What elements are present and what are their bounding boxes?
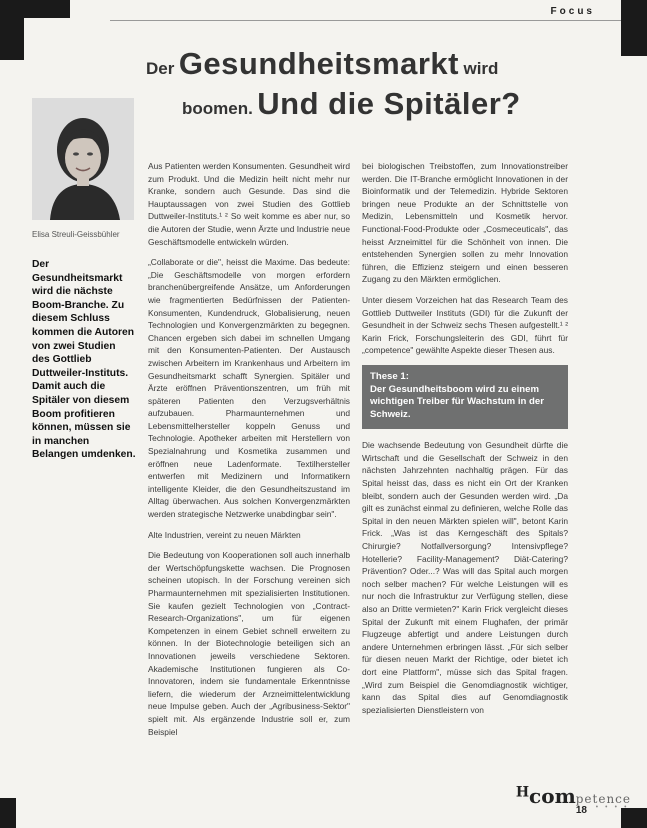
photo-caption: Elisa Streuli-Geissbühler [32,230,120,239]
thesis-text: Der Gesundheitsboom wird zu einem wichtigen Treiber für Wachstum in der Schweiz. [370,383,544,420]
page-number: 18 [575,805,587,816]
thesis-box [362,365,568,429]
logo-h: H [515,784,530,801]
headline-word: boomen. [182,99,253,118]
paragraph: Unter diesem Vorzeichen hat das Research Team des Gottlieb Duttweiler Instituts (GDI) für die Zukunft der Gesundheit in der Schweiz sechs Thesen aufgestellt.¹ ² Karin Frick, Forschungsleiterin des GDI, führt für „competence" gewählte Aspekte dieser Thesen aus. [362,294,568,356]
corner-bar-top-left [0,0,70,18]
subheading: Alte Industrien, vereint zu neuen Märkten [148,529,301,540]
headline-word: wird [463,59,499,78]
headline-line-1 [146,46,498,82]
paragraph: „Collaborate or die", heisst die Maxime. Das bedeute: „Die Geschäftsmodelle von morgen erfordern branchenübergreifende Ansätze, um Anforderungen wie fragmentierten Bedürfnissen der Patienten-Konsumenten, Kundendruck, Globalisierung, neuen Technologien und Konvergenzmärkten zu begegnen. Chancen ergeben sich dabei im schnellen Umgang mit den Konsumenten-Patienten. Der Austausch zwischen Arbeitern im Krankenhaus und Arbeitern im Gesundheitsmarkt schafft Synergien. Spitäler und Ärzte eröffnen Präventionszentren, um früh mit späteren Patienten den Verzugsverhältnis aufzubauen. Pharmaunternehmen und Lebensmittelhersteller koppeln Genuss und Technologie. Apotheker arbeiten mit Herstellern von Spezialnahrung und Kosmetika zusammen und eröffnen neue Ladenformate. Textilhersteller entwerfen mit Medizinern und Informatikern intelligente Kleider, die den Gesundheitszustand im Alltag überwachen. Aus solchen Konvergenzmärkten werden strategische Netzwerke unabdingbar sein". [148,257,350,520]
paragraph: Aus Patienten werden Konsumenten. Gesundheit wird zum Produkt. Und die Medizin heilt nicht mehr nur Kranke, sondern auch Gesunde. Das sind die Hauptaussagen von zwei Studien des Gottlieb Duttweiler-Instituts.¹ ² So weit komme es aber nur, so die Autoren der Studie, wenn Ärzte und Industrie neue Geschäftsmodelle entwickeln würden. [148,161,350,247]
section-label: Focus [550,6,595,17]
author-photo [32,98,134,220]
paragraph: Die Bedeutung von Kooperationen soll auch innerhalb der Wertschöpfungskette wachsen. Die Prognosen scheinen utopisch. In der Forschung vereinen sich Pharmaunternehmen mit spezialisierten Institutionen. Sie kaufen gezielt Technologien von „Contract-Research-Organizations", um für eigenen Kompetenzen in einem Gebiet schnell erweitern zu können. In der Biotechnologie beteiligen sich an Innovationen jeweils verschiedene Sektoren. Akademische Institutionen fungieren als Co-Innovatoren, indem sie fundamentale Erkenntnisse liefern, die wiederum der Arzneimittelentwicklung neue Impulse geben. Auch der „Agribusiness-Sektor" spielt mit. Als ergänzende Industrie soll er, zum Beispiel [148,550,350,737]
logo-rest: petence [575,792,631,806]
logo-com: com [529,784,576,808]
paragraph: Die wachsende Bedeutung von Gesundheit dürfte die Wirtschaft und die Gesellschaft der Schweiz in den nächsten Jahrzehnten nachhaltig prägen. Für das Spital heisst das, dass es nicht ein Ort der Kranken bleibt, sondern auch der Gesunden werden wird. „Da gilt es zunächst einmal zu definieren, welche Rolle das Spital in den neuen Märkten spielen will", betont Karin Frick. „Was ist das Kerngeschäft des Spitals? Chirurgie? Notfallversorgung? Intensivpflege? Hotellerie? Facility-Management? Diät-Catering? Prävention? Oder...? Was will das Spital auch morgen noch selber machen? Für welche Leistungen will es nur noch die Infrastruktur zur Verfügung stellen, diese also an Dritte vermieten?" Karin Frick vergleicht dieses Spital der Zukunft mit einem Flughafen, der primär Flugzeuge abfertigt und andere Leistungen durch andere Unternehmen erbringen lässt. „Für sich selber für diesen neuen Markt der Richtige, oder bietet ich dort eine Plattform", müsse sich das Spital fragen. „Wird zum Beispiel die Genomdiagnostik wichtiger, kann das Spital dies auf Genomdiagnostik spezialisierten Dienstleistern von [362,440,568,715]
body-column-1 [148,160,350,746]
intro-lead: Der Gesundheitsmarkt wird die nächste Boom-Branche. Zu diesem Schluss kommen die Autoren von zwei Studien des Gottlieb Duttweiler-Instituts. Damit auch die Spitäler von diesem Boom profitieren können, müssen sie in manchen Belangen umdenken. [32,259,136,461]
headline-word: Gesundheitsmarkt [178,46,460,81]
headline-line-2 [182,86,521,122]
corner-mark-top-right [621,0,647,56]
thesis-title: These 1: [370,370,409,382]
headline-word: Und die Spitäler? [257,86,521,121]
portrait-image [32,98,134,220]
paragraph: bei biologischen Treibstoffen, zum Innovationstreiber werden. Die IT-Branche ermöglicht Innovationen in der Bioinformatik und der Telemedizin. Hybride Sektoren bringen neue Produkte an der Schnittstelle von Medizin, Lebensmitteln und Kosmetik hervor. Functional-Food-Produkte oder „Cosmeceuticals", das heisst Arzneimittel für die Schönheit von innen. Die entstehenden Synergien sollen zu mehr Innovation führen, die Effizienz steigern und einen besseren Zugang zu den Märkten ermöglichen. [362,161,568,285]
headline-word: Der [146,59,175,78]
header-rule [110,20,621,21]
corner-mark-bottom-right [621,808,647,828]
body-column-2 [362,160,568,724]
corner-mark-bottom-left [0,798,16,828]
logo-dots: • • • • [595,804,629,811]
